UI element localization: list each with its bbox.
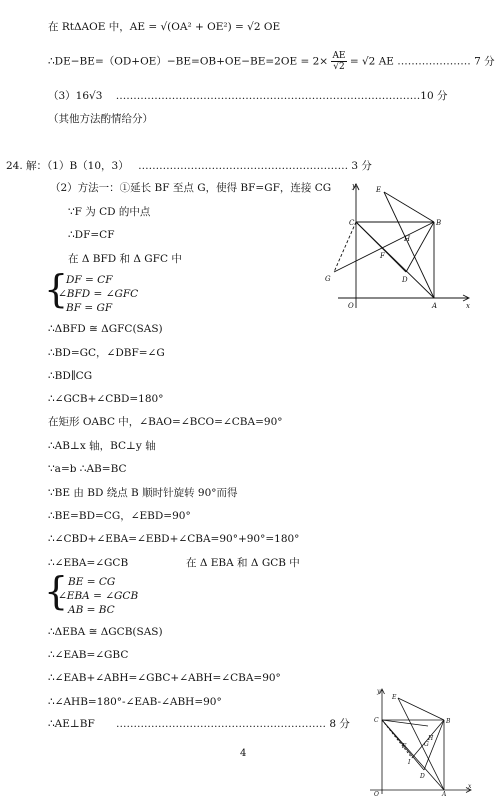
line-eba-gcb: ∴∠EBA=∠GCB [48, 557, 129, 569]
line-method-one: （2）方法一：①延长 BF 至点 G，使得 BF=GF，连接 CG [50, 182, 332, 194]
line-rotation: ∵BE 由 BD 绕点 B 顺时针旋转 90°而得 [48, 487, 238, 499]
fig1-label-h: H [404, 235, 411, 243]
fig1-label-a: A [432, 302, 438, 310]
line-df-cf: ∴DF=CF [68, 229, 115, 241]
system2-eq3: AB = BC [68, 604, 115, 616]
part3-dots: ……………………………………………………………………………10 分 [115, 90, 448, 102]
fig1-label-x: x [466, 302, 470, 310]
system1-eq3: BF = GF [66, 302, 113, 314]
line-score-8: …………………………………………………… 8 分 [116, 718, 350, 730]
fig1-label-b: B [436, 219, 442, 227]
line-bd-parallel: ∴BD∥CG [48, 370, 93, 382]
geometry-figure-1 [318, 180, 474, 316]
fig1-label-f: F [380, 252, 385, 260]
line-congruent-2: ∴ΔEBA ≅ ΔGCB(SAS) [48, 626, 163, 638]
fig1-label-y: y [352, 182, 356, 190]
fig1-label-o: O [348, 302, 354, 310]
geometry-figure-2 [362, 686, 474, 798]
system-brace-2: { [44, 569, 69, 613]
fig2-label-d: D [420, 773, 425, 780]
fig2-label-h: H [428, 735, 434, 742]
fig2-label-i: I [408, 759, 411, 766]
part3-answer: （3）16√3 [48, 90, 103, 102]
line-congruent-1: ∴ΔBFD ≅ ΔGFC(SAS) [48, 323, 163, 335]
line-angle-sum: ∴∠GCB+∠CBD=180° [48, 393, 164, 405]
fraction-ae-root2 [331, 51, 346, 72]
fig1-label-d: D [402, 276, 408, 284]
q24-dots: …………………………………………………… 3 分 [138, 160, 372, 172]
fig2-label-x: x [468, 783, 472, 790]
fig2-segment-eb [398, 698, 444, 720]
line-perpendicular: ∴AB⊥x 轴，BC⊥y 轴 [48, 440, 156, 452]
line-other-methods: （其他方法酌情给分） [48, 113, 153, 125]
line-in-triangles-1: 在 Δ BFD 和 Δ GFC 中 [68, 253, 182, 265]
line-de-be-part1: ∴DE−BE=（OD+OE）−BE=OB+OE−BE=2OE = 2× [48, 55, 329, 68]
system1-eq2: ∠BFD = ∠GFC [58, 288, 139, 300]
system-brace-1: { [44, 267, 69, 311]
fig1-segment-cg-dashed [334, 222, 356, 272]
fig1-segment-cd [356, 222, 406, 272]
fig2-label-o: O [374, 791, 379, 798]
line-angle-180: ∴∠CBD+∠EBA=∠EBD+∠CBA=90°+90°=180° [48, 533, 300, 545]
line-angle-90: ∴∠EAB+∠ABH=∠GBC+∠ABH=∠CBA=90° [48, 672, 281, 684]
fig1-label-c: C [349, 219, 355, 227]
fig2-segment-cg [382, 720, 428, 726]
line-eab-gbc: ∴∠EAB=∠GBC [48, 649, 129, 661]
fraction-denominator: √2 [333, 62, 345, 72]
fig2-label-b: B [446, 718, 451, 725]
fig2-label-g: G [424, 741, 429, 748]
line-rt-triangle: 在 RtΔAOE 中，AE = √(OA² + OE²) = √2 OE [48, 21, 281, 33]
system1-eq1: DF = CF [66, 274, 113, 286]
fig2-label-e: E [392, 694, 397, 701]
line-de-be-part2: = √2 AE ………………… 7 分 [349, 55, 495, 68]
line-a-equals-b: ∵a=b ∴AB=BC [48, 463, 127, 475]
fig2-label-f: F [402, 743, 407, 750]
line-f-midpoint: ∵F 为 CD 的中点 [68, 206, 151, 218]
system2-eq2: ∠EBA = ∠GCB [58, 590, 139, 602]
page-number: 4 [240, 748, 247, 759]
fig2-label-a: A [442, 791, 447, 798]
line-bd-gc: ∴BD=GC，∠DBF=∠G [48, 347, 165, 359]
line-rectangle: 在矩形 OABC 中，∠BAO=∠BCO=∠CBA=90° [48, 416, 283, 428]
fig1-segment-ea [384, 192, 434, 298]
line-in-triangles-2: 在 Δ EBA 和 Δ GCB 中 [186, 557, 300, 569]
line-q24-part1 [6, 160, 372, 173]
system2-eq1: BE = CG [68, 576, 116, 588]
fig1-segment-bg [334, 222, 434, 272]
line-ahb: ∴∠AHB=180°-∠EAB-∠ABH=90° [48, 696, 222, 708]
q24-answer: 24. 解：（1）B（10，3） [6, 160, 129, 172]
fraction-numerator: AE [332, 51, 346, 61]
fig1-label-g: G [325, 275, 331, 283]
line-part3 [48, 90, 447, 103]
line-be-bd: ∴BE=BD=CG，∠EBD=90° [48, 510, 191, 522]
fig1-label-e: E [376, 186, 382, 194]
line-de-be [48, 51, 495, 72]
fig2-label-y: y [377, 688, 381, 695]
line-ae-perp-bf: ∴AE⊥BF [48, 718, 95, 730]
fig2-label-c: C [374, 717, 379, 724]
